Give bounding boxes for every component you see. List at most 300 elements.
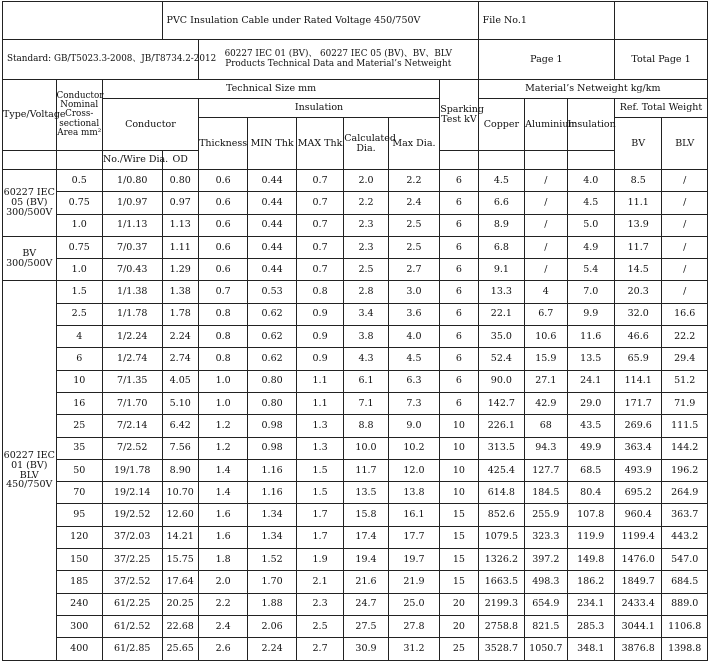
table-cell: 2.3: [344, 236, 388, 258]
table-cell: /: [662, 259, 708, 281]
table-cell: 6: [440, 281, 478, 303]
table-cell: 1.52: [248, 549, 296, 571]
table-cell: 4.0: [567, 170, 614, 192]
table-cell: 10: [440, 459, 478, 481]
table-cell: 37/2.03: [102, 526, 162, 548]
table-cell: 9.9: [567, 303, 614, 325]
table-cell: 25.65: [162, 638, 198, 660]
total-pages: Total Page 1: [614, 40, 707, 80]
table-cell: 65.9: [614, 348, 661, 370]
table-cell: 2.2: [344, 192, 388, 214]
col-insulation: Insulation: [198, 99, 439, 118]
table-cell: 15: [440, 504, 478, 526]
table-cell: 6.6: [478, 192, 524, 214]
table-cell: 0.98: [248, 415, 296, 437]
table-cell: 31.2: [388, 638, 440, 660]
table-cell: 186.2: [567, 571, 614, 593]
table-cell: 2.24: [248, 638, 296, 660]
table-cell: /: [662, 236, 708, 258]
table-cell: 1.8: [198, 549, 247, 571]
col-material-netweight: Material’s Netweight kg/km: [478, 80, 707, 99]
table-cell: 0.6: [198, 236, 247, 258]
table-cell: 5.10: [162, 392, 198, 414]
table-cell: 11.6: [567, 326, 614, 348]
table-cell: 2.5: [388, 214, 440, 236]
table-cell: 0.53: [248, 281, 296, 303]
col-min-thk: MIN Thk: [248, 118, 296, 170]
table-cell: 6.1: [344, 370, 388, 392]
table-cell: 363.4: [614, 437, 661, 459]
table-cell: 142.7: [478, 392, 524, 414]
col-ref-total-weight: Ref. Total Weight: [614, 99, 707, 118]
table-cell: 4.05: [162, 370, 198, 392]
table-cell: 150: [56, 549, 102, 571]
table-cell: 2.06: [248, 615, 296, 637]
table-cell: 614.8: [478, 482, 524, 504]
table-cell: 0.44: [248, 214, 296, 236]
table-row: [3, 281, 708, 303]
table-row: [3, 326, 708, 348]
standard-label: Standard: GB/T5023.3-2008、JB/T8734.2-2012: [3, 40, 199, 80]
table-cell: 1.16: [248, 482, 296, 504]
table-cell: /: [525, 236, 567, 258]
table-row: [3, 571, 708, 593]
table-cell: 2.3: [344, 214, 388, 236]
table-cell: 4.3: [344, 348, 388, 370]
table-cell: 8.8: [344, 415, 388, 437]
products-line-2: Products Technical Data and Material’s Netweight: [225, 58, 452, 69]
table-cell: 0.7: [296, 214, 343, 236]
table-cell: 0.75: [56, 236, 102, 258]
table-cell: 0.98: [248, 437, 296, 459]
table-cell: 19/2.52: [102, 504, 162, 526]
col-sparking-test-cont: [440, 151, 478, 170]
table-cell: 19/1.78: [102, 459, 162, 481]
table-cell: 7.3: [388, 392, 440, 414]
table-cell: 852.6: [478, 504, 524, 526]
table-cell: 68: [525, 415, 567, 437]
table-cell: 1.34: [248, 526, 296, 548]
table-cell: 1.2: [198, 415, 247, 437]
table-cell: 1.4: [198, 482, 247, 504]
table-row: [3, 638, 708, 660]
products-line-1: 60227 IEC 01 (BV)、 60227 IEC 05 (BV)、BV、BLV: [224, 49, 452, 60]
table-cell: 1.70: [248, 571, 296, 593]
table-cell: 24.7: [344, 593, 388, 615]
table-cell: 50: [56, 459, 102, 481]
table-cell: 1/0.97: [102, 192, 162, 214]
table-row: [3, 170, 708, 192]
table-cell: 1.34: [248, 504, 296, 526]
table-cell: 1/0.80: [102, 170, 162, 192]
table-cell: 10.2: [388, 437, 440, 459]
table-cell: 3.8: [344, 326, 388, 348]
table-cell: 0.7: [198, 281, 247, 303]
type-voltage-group: BV 300/500V: [3, 236, 57, 281]
table-cell: 20.3: [614, 281, 661, 303]
col-technical-size: Technical Size mm: [102, 80, 439, 99]
table-cell: 2.3: [296, 593, 343, 615]
table-cell: 1/1.13: [102, 214, 162, 236]
table-cell: 25: [440, 638, 478, 660]
table-cell: 255.9: [525, 504, 567, 526]
table-cell: 32.0: [614, 303, 661, 325]
table-cell: 61/2.52: [102, 615, 162, 637]
col-thickness: Thickness: [198, 118, 247, 170]
table-cell: /: [662, 170, 708, 192]
table-cell: 7/1.35: [102, 370, 162, 392]
table-cell: 1.0: [198, 392, 247, 414]
table-cell: 21.6: [344, 571, 388, 593]
table-row: [3, 259, 708, 281]
table-cell: 17.7: [388, 526, 440, 548]
table-cell: 0.62: [248, 326, 296, 348]
table-cell: 1.88: [248, 593, 296, 615]
col-aluminium: Aluminium: [525, 99, 567, 151]
col-type-voltage-cont: [3, 151, 57, 170]
table-cell: 0.6: [198, 192, 247, 214]
col-od: OD: [162, 151, 198, 170]
table-cell: 226.1: [478, 415, 524, 437]
table-cell: 144.2: [662, 437, 708, 459]
table-cell: 654.9: [525, 593, 567, 615]
table-cell: 2.5: [296, 615, 343, 637]
table-cell: 1.5: [296, 482, 343, 504]
table-cell: 0.8: [296, 281, 343, 303]
table-cell: 15: [440, 571, 478, 593]
table-cell: 16.6: [662, 303, 708, 325]
table-cell: 269.6: [614, 415, 661, 437]
table-cell: 6.42: [162, 415, 198, 437]
table-cell: 37/2.25: [102, 549, 162, 571]
table-row: [3, 370, 708, 392]
table-cell: 1.3: [296, 415, 343, 437]
table-cell: 90.0: [478, 370, 524, 392]
table-cell: 1.7: [296, 526, 343, 548]
table-cell: 19.7: [388, 549, 440, 571]
table-cell: 0.62: [248, 303, 296, 325]
table-cell: 15: [440, 549, 478, 571]
table-cell: 6: [440, 370, 478, 392]
table-cell: 1/2.24: [102, 326, 162, 348]
table-cell: 1.11: [162, 236, 198, 258]
table-cell: 52.4: [478, 348, 524, 370]
table-cell: 0.8: [198, 303, 247, 325]
table-cell: 1.6: [198, 526, 247, 548]
table-cell: 285.3: [567, 615, 614, 637]
table-cell: 323.3: [525, 526, 567, 548]
table-cell: 7/1.70: [102, 392, 162, 414]
table-cell: 8.9: [478, 214, 524, 236]
table-cell: 107.8: [567, 504, 614, 526]
table-cell: 13.5: [344, 482, 388, 504]
cable-data-table: [2, 1, 708, 661]
table-cell: 300: [56, 615, 102, 637]
table-cell: 4: [525, 281, 567, 303]
table-cell: 127.7: [525, 459, 567, 481]
table-cell: 8.90: [162, 459, 198, 481]
table-cell: 3.4: [344, 303, 388, 325]
table-cell: 425.4: [478, 459, 524, 481]
table-cell: 1.1: [296, 370, 343, 392]
table-cell: 22.68: [162, 615, 198, 637]
table-cell: 6: [440, 259, 478, 281]
table-cell: 61/2.85: [102, 638, 162, 660]
table-cell: 3528.7: [478, 638, 524, 660]
table-cell: 0.62: [248, 348, 296, 370]
table-cell: 498.3: [525, 571, 567, 593]
table-cell: /: [525, 259, 567, 281]
table-cell: /: [525, 170, 567, 192]
table-cell: 1663.5: [478, 571, 524, 593]
table-cell: 35: [56, 437, 102, 459]
table-cell: 547.0: [662, 549, 708, 571]
table-row: [3, 482, 708, 504]
table-cell: 0.80: [248, 392, 296, 414]
table-cell: 3876.8: [614, 638, 661, 660]
table-cell: 21.9: [388, 571, 440, 593]
table-cell: 149.8: [567, 549, 614, 571]
table-cell: 29.4: [662, 348, 708, 370]
table-cell: 7/2.52: [102, 437, 162, 459]
table-cell: 196.2: [662, 459, 708, 481]
table-cell: 1/1.78: [102, 303, 162, 325]
table-cell: 17.64: [162, 571, 198, 593]
table-cell: 0.9: [296, 303, 343, 325]
table-cell: 12.60: [162, 504, 198, 526]
table-cell: 1.0: [198, 370, 247, 392]
table-cell: 9.0: [388, 415, 440, 437]
table-cell: 1.9: [296, 549, 343, 571]
table-cell: 2.24: [162, 326, 198, 348]
table-cell: 6: [440, 170, 478, 192]
table-row: [3, 526, 708, 548]
table-cell: 0.8: [198, 348, 247, 370]
col-max-thk: MAX Thk: [296, 118, 343, 170]
table-cell: 20: [440, 615, 478, 637]
table-cell: 27.8: [388, 615, 440, 637]
table-cell: 2.6: [198, 638, 247, 660]
table-cell: 71.9: [662, 392, 708, 414]
table-cell: 397.2: [525, 549, 567, 571]
table-cell: 171.7: [614, 392, 661, 414]
table-cell: 2433.4: [614, 593, 661, 615]
table-cell: 25.0: [388, 593, 440, 615]
table-cell: 95: [56, 504, 102, 526]
table-cell: 13.8: [388, 482, 440, 504]
table-cell: 184.5: [525, 482, 567, 504]
table-cell: 7.0: [567, 281, 614, 303]
table-cell: 313.5: [478, 437, 524, 459]
table-cell: 6: [440, 236, 478, 258]
table-cell: 0.44: [248, 192, 296, 214]
table-cell: 1050.7: [525, 638, 567, 660]
table-cell: 43.5: [567, 415, 614, 437]
table-cell: 2.5: [388, 236, 440, 258]
table-cell: 27.1: [525, 370, 567, 392]
table-cell: 5.0: [567, 214, 614, 236]
table-cell: 14.21: [162, 526, 198, 548]
table-cell: 3.0: [388, 281, 440, 303]
table-cell: 1.2: [198, 437, 247, 459]
table-cell: 19/2.14: [102, 482, 162, 504]
type-voltage-group: 60227 IEC 01 (BV) BLV 450/750V: [3, 281, 57, 660]
table-cell: 11.1: [614, 192, 661, 214]
table-cell: 1.0: [56, 214, 102, 236]
table-cell: 821.5: [525, 615, 567, 637]
col-conductor: Conductor: [102, 99, 198, 151]
table-cell: 9.1: [478, 259, 524, 281]
table-cell: 684.5: [662, 571, 708, 593]
table-cell: 7/0.37: [102, 236, 162, 258]
table-cell: 2.7: [296, 638, 343, 660]
table-cell: 3044.1: [614, 615, 661, 637]
table-cell: 15: [440, 526, 478, 548]
table-row: [3, 459, 708, 481]
table-cell: 11.7: [344, 459, 388, 481]
table-cell: 80.4: [567, 482, 614, 504]
document-title: PVC Insulation Cable under Rated Voltage 450/750V: [162, 2, 478, 40]
table-cell: 49.9: [567, 437, 614, 459]
table-cell: 1.6: [198, 504, 247, 526]
table-cell: 42.9: [525, 392, 567, 414]
table-cell: 264.9: [662, 482, 708, 504]
table-cell: 1.0: [56, 259, 102, 281]
table-cell: 12.0: [388, 459, 440, 481]
table-cell: 51.2: [662, 370, 708, 392]
table-cell: 0.7: [296, 170, 343, 192]
table-cell: 2199.3: [478, 593, 524, 615]
table-cell: 4.5: [388, 348, 440, 370]
table-cell: 400: [56, 638, 102, 660]
table-cell: 6: [440, 192, 478, 214]
table-cell: 10: [56, 370, 102, 392]
table-cell: 10: [440, 415, 478, 437]
table-cell: 5.4: [567, 259, 614, 281]
table-cell: 6: [56, 348, 102, 370]
col-copper: Copper: [478, 99, 524, 151]
header-blank-right: [614, 2, 707, 40]
table-cell: 13.9: [614, 214, 661, 236]
table-cell: 7/0.43: [102, 259, 162, 281]
table-cell: 22.1: [478, 303, 524, 325]
table-cell: 6: [440, 348, 478, 370]
table-cell: 1079.5: [478, 526, 524, 548]
table-cell: 2.0: [198, 571, 247, 593]
table-cell: 10: [440, 437, 478, 459]
table-cell: 493.9: [614, 459, 661, 481]
table-cell: 20.25: [162, 593, 198, 615]
table-cell: 16.1: [388, 504, 440, 526]
table-cell: 7.1: [344, 392, 388, 414]
col-no-wire-dia: No./Wire Dia.: [102, 151, 162, 170]
table-cell: 4.0: [388, 326, 440, 348]
table-cell: /: [662, 281, 708, 303]
table-cell: 6.3: [388, 370, 440, 392]
table-cell: 15.8: [344, 504, 388, 526]
table-cell: 6: [440, 326, 478, 348]
table-cell: 0.9: [296, 348, 343, 370]
table-cell: 1476.0: [614, 549, 661, 571]
table-cell: 25: [56, 415, 102, 437]
table-cell: /: [662, 214, 708, 236]
table-cell: 363.7: [662, 504, 708, 526]
table-cell: 1.78: [162, 303, 198, 325]
table-cell: 0.7: [296, 259, 343, 281]
table-cell: 1.1: [296, 392, 343, 414]
table-cell: 2.0: [344, 170, 388, 192]
table-cell: 11.7: [614, 236, 661, 258]
table-cell: 4.5: [478, 170, 524, 192]
table-cell: 0.9: [296, 326, 343, 348]
table-cell: 6.8: [478, 236, 524, 258]
table-row: [3, 303, 708, 325]
table-cell: 1.7: [296, 504, 343, 526]
table-cell: 4.9: [567, 236, 614, 258]
table-cell: /: [662, 192, 708, 214]
table-cell: 14.5: [614, 259, 661, 281]
table-cell: 15.75: [162, 549, 198, 571]
table-cell: 240: [56, 593, 102, 615]
table-cell: /: [525, 192, 567, 214]
col-insulation-weight: Insulation: [567, 99, 614, 151]
table-cell: 2.1: [296, 571, 343, 593]
table-cell: 22.2: [662, 326, 708, 348]
table-cell: 119.9: [567, 526, 614, 548]
table-row: [3, 549, 708, 571]
table-cell: 0.80: [162, 170, 198, 192]
col-calculated-dia: Calculated Dia.: [344, 118, 388, 170]
table-cell: 61/2.25: [102, 593, 162, 615]
table-cell: 234.1: [567, 593, 614, 615]
col-sparking-test: Sparking Test kV: [440, 80, 478, 151]
table-cell: 1106.8: [662, 615, 708, 637]
products-description: [198, 40, 478, 80]
table-cell: 0.6: [198, 259, 247, 281]
table-row: [3, 192, 708, 214]
table-cell: 2.74: [162, 348, 198, 370]
table-cell: 695.2: [614, 482, 661, 504]
table-row: [3, 593, 708, 615]
table-cell: 2.2: [198, 593, 247, 615]
col-blv: BLV: [662, 118, 708, 170]
table-cell: 2.4: [388, 192, 440, 214]
table-cell: 4.5: [567, 192, 614, 214]
table-cell: 2.5: [344, 259, 388, 281]
table-cell: 7/2.14: [102, 415, 162, 437]
table-cell: 10: [440, 482, 478, 504]
table-cell: 2.5: [56, 303, 102, 325]
table-cell: 0.6: [198, 170, 247, 192]
table-row: [3, 214, 708, 236]
table-cell: 94.3: [525, 437, 567, 459]
table-cell: 0.97: [162, 192, 198, 214]
table-cell: 1.29: [162, 259, 198, 281]
table-cell: 7.56: [162, 437, 198, 459]
table-cell: 1/1.38: [102, 281, 162, 303]
table-cell: 17.4: [344, 526, 388, 548]
table-row: [3, 437, 708, 459]
table-cell: 6: [440, 392, 478, 414]
table-cell: 19.4: [344, 549, 388, 571]
table-cell: 0.80: [248, 370, 296, 392]
table-cell: 2758.8: [478, 615, 524, 637]
table-cell: 0.7: [296, 192, 343, 214]
table-cell: 1.4: [198, 459, 247, 481]
table-cell: 1.5: [296, 459, 343, 481]
table-cell: 6: [440, 303, 478, 325]
table-cell: 0.5: [56, 170, 102, 192]
